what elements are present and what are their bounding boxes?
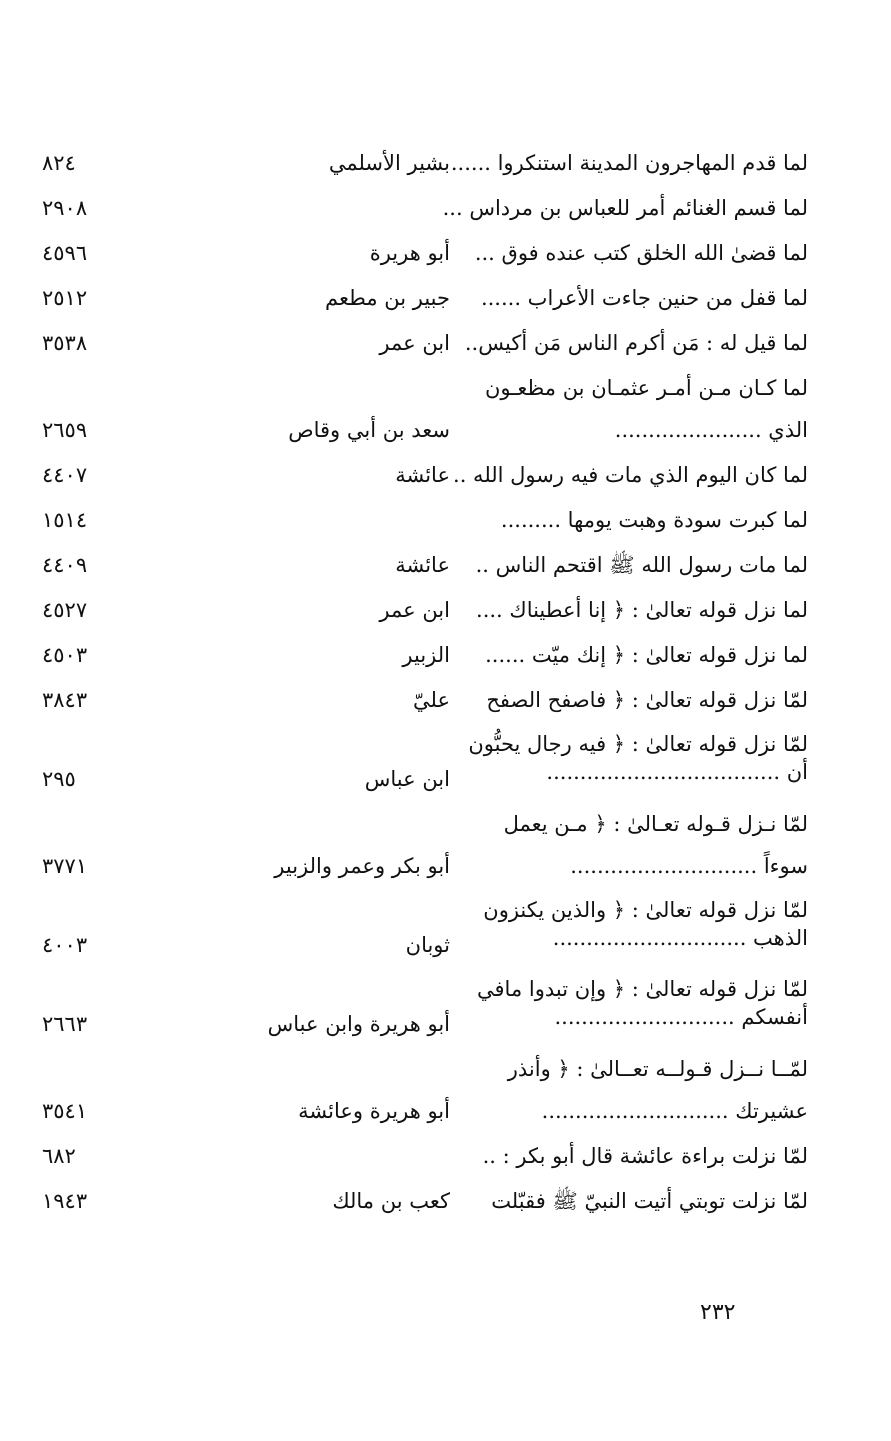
hadith-number: ٢٥١٢ [42,286,88,310]
index-entry [0,1048,891,1132]
hadith-opening-text [478,367,808,451]
hadith-opening-text [478,634,808,676]
narrator-name: أبو هريرة [369,241,450,265]
hadith-opening-text [442,187,808,229]
narrator-name: ابن عباس [364,767,450,791]
index-entry [0,890,891,966]
narrator-name: ابن عمر [379,331,450,355]
narrator-name: أبو بكر وعمر والزبير [274,854,450,878]
hadith-opening-text [478,1135,808,1177]
hadith-opening-text [478,896,808,952]
hadith-number: ٤٠٠٣ [42,933,88,957]
hadith-opening-text [478,975,808,1031]
hadith-text-line: لما كـان مـن أمـر عثمـان بن مظعـون [484,376,808,400]
hadith-opening-text [474,232,808,274]
narrator-name: عائشة [395,553,450,577]
hadith-text-line: لمّا نزل قوله تعالىٰ : ﴿ فاصفح الصفح [486,688,808,712]
narrator-name: عليّ [413,688,450,712]
hadith-opening-text [468,730,808,786]
hadith-text-line: لما كان اليوم الذي مات فيه رسول الله .. [453,463,808,487]
hadith-opening-text [478,277,808,319]
hadith-text-line: لما نزل قوله تعالىٰ : ﴿ إنك ميّت ...... [485,643,808,667]
hadith-number: ٢٩٠٨ [42,196,88,220]
hadith-number: ٢٦٥٩ [42,418,88,442]
hadith-text-line: لمّا نزلت توبتي أتيت النبيّ ﷺ فقبّلت [491,1189,808,1213]
index-entry [0,724,891,800]
hadith-text-line: لمّا نزل قوله تعالىٰ : ﴿ وإن تبدوا مافي [477,977,808,1001]
hadith-opening-text [478,679,808,721]
hadith-number: ٤٤٠٧ [42,463,88,487]
hadith-opening-text [478,1048,808,1132]
index-entry [0,1135,891,1177]
index-entry [0,142,891,184]
hadith-number: ٨٢٤ [42,151,76,175]
hadith-text-line: الذهب ............................. [552,926,808,950]
index-entry [0,803,891,887]
hadith-opening-text [478,1180,808,1222]
index-entry [0,232,891,274]
narrator-name: عائشة [395,463,450,487]
hadith-opening-text [478,589,808,631]
hadith-text-line: لمّا نزل قوله تعالىٰ : ﴿ فيه رجال يحبُّون [468,732,808,756]
hadith-number: ٢٦٦٣ [42,1012,88,1036]
hadith-text-line: لما كبرت سودة وهبت يومها ......... [500,508,808,532]
hadith-opening-text [478,499,808,541]
hadith-number: ٣٨٤٣ [42,688,88,712]
hadith-number: ١٩٤٣ [42,1189,88,1213]
narrator-name: جبير بن مطعم [324,286,450,310]
index-entry [0,544,891,586]
hadith-text-line: سوءاً ............................ [570,854,808,878]
index-entry [0,499,891,541]
hadith-text-line: لمّــا نــزل قـولــه تعــالىٰ : ﴿ وأنذر [507,1057,808,1081]
hadith-text-line: لمّا نـزل قـوله تعـالىٰ : ﴿ مـن يعمل [503,812,808,836]
hadith-text-line: لما نزل قوله تعالىٰ : ﴿ إنا أعطيناك .... [476,598,808,622]
narrator-name: سعد بن أبي وقاص [288,418,450,442]
index-entry [0,1180,891,1222]
hadith-text-line: لما قضىٰ الله الخلق كتب عنده فوق ... [474,241,808,265]
index-entry [0,322,891,364]
hadith-number: ٤٥٠٣ [42,643,88,667]
hadith-text-line: لمّا نزل قوله تعالىٰ : ﴿ والذين يكنزون [483,898,808,922]
hadith-text-line: الذي ...................... [614,418,808,442]
hadith-opening-text [464,322,808,364]
hadith-text-line: لمّا نزلت براءة عائشة قال أبو بكر : .. [482,1144,808,1168]
narrator-name: ثوبان [405,933,450,957]
index-entry [0,969,891,1045]
index-entry [0,187,891,229]
hadith-number: ٣٧٧١ [42,854,88,878]
hadith-text-line: لما قفل من حنين جاءت الأعراب ...... [480,286,808,310]
hadith-text-line: عشيرتك ............................ [541,1099,808,1123]
index-entry [0,634,891,676]
hadith-text-line: أنفسكم ........................... [554,1005,808,1029]
hadith-number: ٦٨٢ [42,1144,76,1168]
narrator-name: بشير الأسلمي [328,151,450,175]
hadith-number: ٢٩٥ [42,767,76,791]
hadith-opening-text [450,142,808,184]
index-entry [0,454,891,496]
index-entry [0,589,891,631]
narrator-name: ابن عمر [379,598,450,622]
page-number: ٢٣٢ [700,1300,736,1325]
hadith-text-line: لما قدم المهاجرون المدينة استنكروا ...... [450,151,808,175]
narrator-name: الزبير [402,643,450,667]
narrator-name: أبو هريرة وعائشة [298,1099,450,1123]
hadith-opening-text [475,544,808,586]
narrator-name: كعب بن مالك [332,1189,450,1213]
hadith-text-line: أن ................................... [546,760,808,784]
index-entry [0,679,891,721]
hadith-number: ١٥١٤ [42,508,88,532]
hadith-number: ٤٥٢٧ [42,598,88,622]
hadith-number: ٤٥٩٦ [42,241,88,265]
hadith-opening-text [478,803,808,887]
hadith-text-line: لما قيل له : مَن أكرم الناس مَن أكيس.. [464,331,808,355]
hadith-text-line: لما قسم الغنائم أمر للعباس بن مرداس ... [442,196,808,220]
hadith-number: ٣٥٤١ [42,1099,88,1123]
hadith-number: ٣٥٣٨ [42,331,88,355]
narrator-name: أبو هريرة وابن عباس [267,1012,450,1036]
index-entry [0,367,891,451]
hadith-number: ٤٤٠٩ [42,553,88,577]
hadith-opening-text [453,454,808,496]
hadith-text-line: لما مات رسول الله ﷺ اقتحم الناس .. [475,553,808,577]
index-entry [0,277,891,319]
